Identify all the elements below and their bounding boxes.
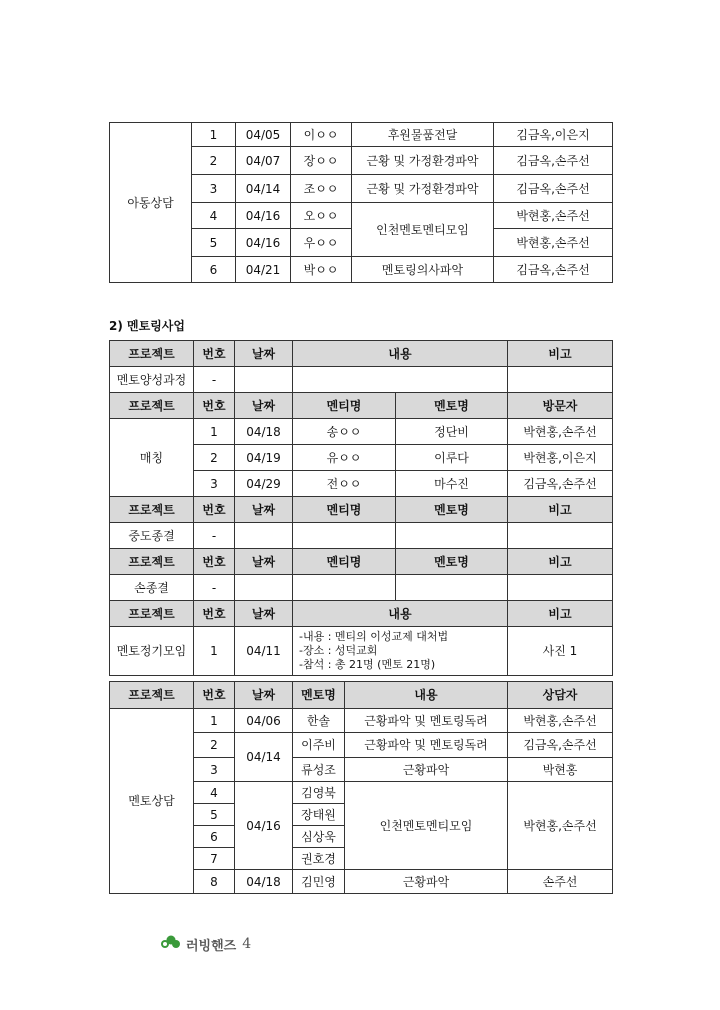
cell-mentee: 유ㅇㅇ (293, 445, 396, 471)
cell-name: 우ㅇㅇ (291, 229, 352, 257)
cell-project: 멘토정기모임 (110, 627, 194, 676)
table-row (110, 709, 613, 733)
header-no: 번호 (194, 393, 235, 419)
cell-no: 1 (194, 627, 235, 676)
mentor-counsel-table (109, 681, 613, 894)
cell-no: 5 (192, 229, 236, 257)
header-row (110, 393, 613, 419)
cell-name: 장ㅇㅇ (291, 147, 352, 175)
cell-content: 근황 및 가정환경파악 (352, 175, 494, 203)
header-content: 내용 (293, 601, 508, 627)
cell-staff: 김금옥,손주선 (494, 257, 613, 283)
cell-no: 3 (194, 471, 235, 497)
header-no: 번호 (194, 682, 235, 709)
cell-no: 1 (194, 419, 235, 445)
header-row (110, 341, 613, 367)
cell-name: 오ㅇㅇ (291, 203, 352, 229)
cell-project: 멘토양성과정 (110, 367, 194, 393)
header-project: 프로젝트 (110, 601, 194, 627)
table-row (110, 523, 613, 549)
header-mentor: 멘토명 (396, 393, 508, 419)
table-row (110, 123, 613, 147)
header-note: 비고 (508, 497, 613, 523)
header-row (110, 497, 613, 523)
group-cell: 아동상담 (110, 123, 192, 283)
cell-no: 2 (192, 147, 236, 175)
cell-staff: 김금옥,손주선 (494, 147, 613, 175)
meeting-content-line: -내용 : 멘티의 이성교제 대처법 (299, 630, 449, 643)
cell-project: 손종결 (110, 575, 194, 601)
cell-staff: 김금옥,이은지 (494, 123, 613, 147)
cell-mentee: 송ㅇㅇ (293, 419, 396, 445)
cell-mentor: 류성조 (293, 758, 345, 782)
cell-project: 멘토상담 (110, 709, 194, 894)
cell-counselor: 박현홍,손주선 (508, 709, 613, 733)
cell-no: 6 (194, 826, 235, 848)
header-note: 비고 (508, 549, 613, 575)
cell-staff: 김금옥,손주선 (494, 175, 613, 203)
header-no: 번호 (194, 497, 235, 523)
header-date: 날짜 (235, 497, 293, 523)
cell-note: 사진 1 (508, 627, 613, 676)
cell-mentor: 김영북 (293, 782, 345, 804)
header-no: 번호 (194, 601, 235, 627)
header-date: 날짜 (235, 601, 293, 627)
cell-content: 후원물품전달 (352, 123, 494, 147)
header-project: 프로젝트 (110, 393, 194, 419)
cell-visitor: 김금옥,손주선 (508, 471, 613, 497)
header-row (110, 601, 613, 627)
header-project: 프로젝트 (110, 682, 194, 709)
meeting-place-line: -장소 : 성덕교회 (299, 644, 378, 657)
cell-no: 5 (194, 804, 235, 826)
header-note: 비고 (508, 601, 613, 627)
header-mentor: 멘토명 (293, 682, 345, 709)
cell-mentee (293, 575, 396, 601)
cell-date: 04/29 (235, 471, 293, 497)
cell-note (508, 367, 613, 393)
cell-no: 3 (192, 175, 236, 203)
cell-content: 근황파악 및 멘토링독려 (345, 733, 508, 758)
mentoring-table (109, 340, 613, 676)
cell-mentor: 심상욱 (293, 826, 345, 848)
header-mentee: 멘티명 (293, 497, 396, 523)
cell-content: 인천멘토멘티모임 (345, 782, 508, 870)
cell-no: 1 (192, 123, 236, 147)
cell-name: 이ㅇㅇ (291, 123, 352, 147)
cell-date: 04/14 (235, 733, 293, 782)
cell-note (508, 523, 613, 549)
header-content: 내용 (293, 341, 508, 367)
cell-mentor (396, 575, 508, 601)
table-row (110, 627, 613, 676)
cell-date: 04/18 (235, 870, 293, 894)
cell-mentee (293, 523, 396, 549)
footer (160, 934, 251, 954)
table-row (110, 419, 613, 445)
cell-date: 04/18 (235, 419, 293, 445)
cell-name: 박ㅇㅇ (291, 257, 352, 283)
cell-date: 04/16 (236, 203, 291, 229)
cell-mentor: 정단비 (396, 419, 508, 445)
cell-counselor: 박현홍,손주선 (508, 782, 613, 870)
header-date: 날짜 (235, 682, 293, 709)
header-no: 번호 (194, 549, 235, 575)
cell-content: 근황파악 (345, 758, 508, 782)
cell-no: 7 (194, 848, 235, 870)
cell-date: 04/19 (235, 445, 293, 471)
cell-content: 근황 및 가정환경파악 (352, 147, 494, 175)
cell-visitor: 박현홍,이은지 (508, 445, 613, 471)
cell-project: 매칭 (110, 419, 194, 497)
cell-content (293, 627, 508, 676)
cell-counselor: 김금옥,손주선 (508, 733, 613, 758)
header-mentee: 멘티명 (293, 393, 396, 419)
cell-visitor: 박현홍,손주선 (508, 419, 613, 445)
cell-date: 04/06 (235, 709, 293, 733)
cell-staff: 박현홍,손주선 (494, 203, 613, 229)
leaf-clover-icon (160, 934, 182, 954)
header-project: 프로젝트 (110, 497, 194, 523)
cell-no: - (194, 367, 235, 393)
cell-mentor: 마수진 (396, 471, 508, 497)
header-mentee: 멘티명 (293, 549, 396, 575)
cell-staff: 박현홍,손주선 (494, 229, 613, 257)
cell-mentor: 장태원 (293, 804, 345, 826)
cell-date (235, 367, 293, 393)
cell-no: 1 (194, 709, 235, 733)
table-row (110, 575, 613, 601)
header-mentor: 멘토명 (396, 549, 508, 575)
cell-no: 4 (192, 203, 236, 229)
meeting-attendance-line: -참석 : 총 21명 (멘토 21명) (299, 658, 436, 671)
cell-project: 중도종결 (110, 523, 194, 549)
cell-content: 근황파악 및 멘토링독려 (345, 709, 508, 733)
cell-mentor: 이주비 (293, 733, 345, 758)
header-content: 내용 (345, 682, 508, 709)
cell-date (235, 575, 293, 601)
cell-content (293, 367, 508, 393)
cell-date: 04/16 (236, 229, 291, 257)
cell-date: 04/14 (236, 175, 291, 203)
cell-no: - (194, 575, 235, 601)
cell-date: 04/16 (235, 782, 293, 870)
header-mentor: 멘토명 (396, 497, 508, 523)
header-date: 날짜 (235, 393, 293, 419)
cell-mentee: 전ㅇㅇ (293, 471, 396, 497)
header-date: 날짜 (235, 341, 293, 367)
child-counsel-table (109, 122, 613, 283)
header-row (110, 682, 613, 709)
cell-no: 6 (192, 257, 236, 283)
cell-content: 멘토링의사파악 (352, 257, 494, 283)
cell-no: 4 (194, 782, 235, 804)
cell-date: 04/05 (236, 123, 291, 147)
brand-name: 러빙핸즈 (186, 938, 237, 954)
cell-mentor: 김민영 (293, 870, 345, 894)
cell-name: 조ㅇㅇ (291, 175, 352, 203)
cell-no: 3 (194, 758, 235, 782)
cell-no: 2 (194, 733, 235, 758)
cell-counselor: 손주선 (508, 870, 613, 894)
cell-date: 04/07 (236, 147, 291, 175)
cell-content: 근황파악 (345, 870, 508, 894)
cell-mentor: 이루다 (396, 445, 508, 471)
cell-mentor: 한솔 (293, 709, 345, 733)
page-number: 4 (242, 936, 252, 952)
cell-date: 04/21 (236, 257, 291, 283)
cell-no: 8 (194, 870, 235, 894)
cell-counselor: 박현홍 (508, 758, 613, 782)
header-visitor: 방문자 (508, 393, 613, 419)
table-row (110, 367, 613, 393)
header-no: 번호 (194, 341, 235, 367)
header-counselor: 상담자 (508, 682, 613, 709)
cell-content: 인천멘토멘티모임 (352, 203, 494, 257)
section-title: 2) 멘토링사업 (109, 319, 185, 333)
cell-date (235, 523, 293, 549)
cell-no: 2 (194, 445, 235, 471)
cell-mentor (396, 523, 508, 549)
header-project: 프로젝트 (110, 341, 194, 367)
header-date: 날짜 (235, 549, 293, 575)
header-note: 비고 (508, 341, 613, 367)
header-project: 프로젝트 (110, 549, 194, 575)
cell-mentor: 권호경 (293, 848, 345, 870)
cell-note (508, 575, 613, 601)
cell-no: - (194, 523, 235, 549)
cell-date: 04/11 (235, 627, 293, 676)
header-row (110, 549, 613, 575)
